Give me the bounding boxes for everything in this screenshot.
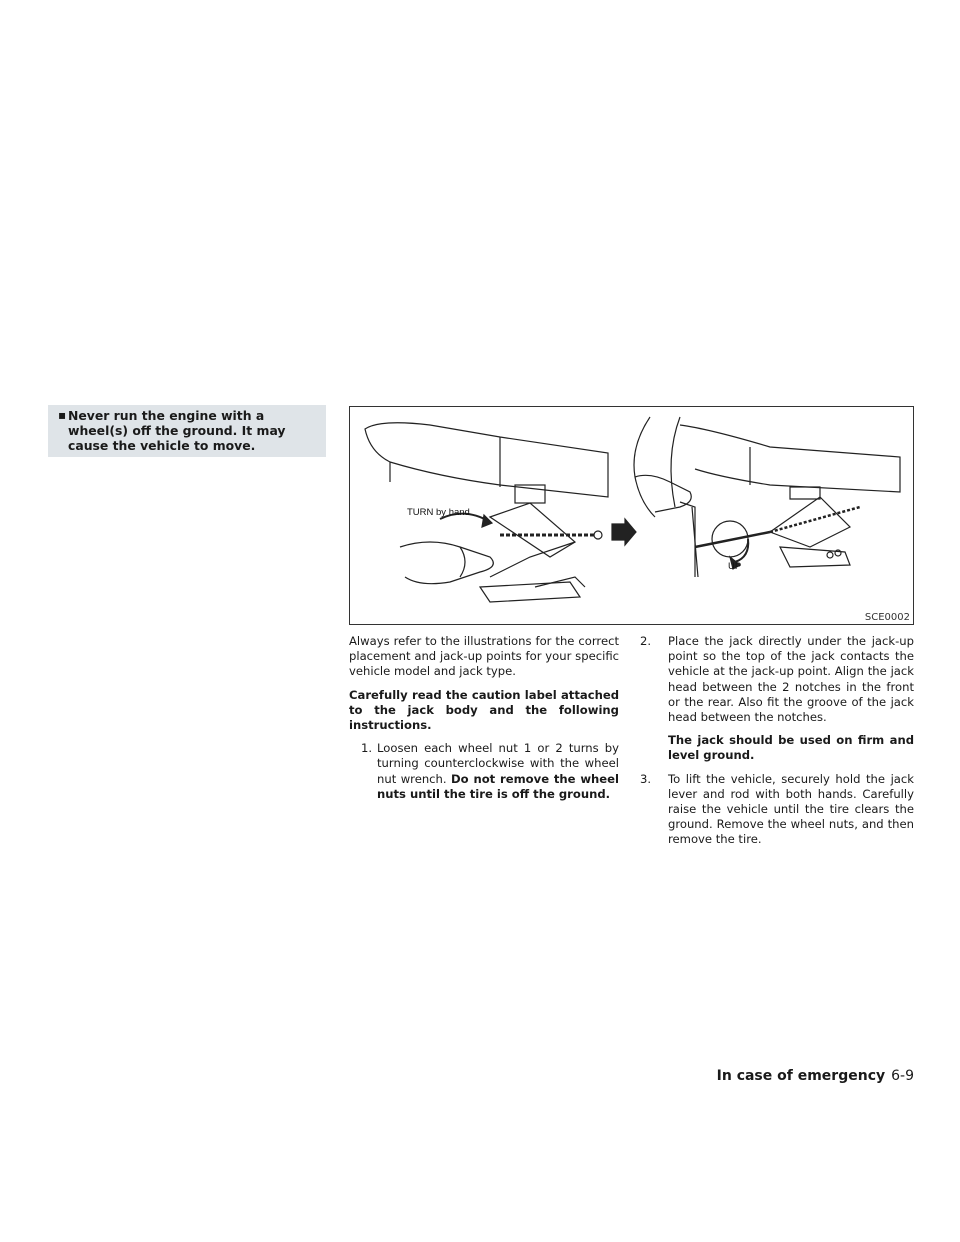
step-text: To lift the vehicle, securely hold the jack lever and rod with both hands. Carefully raise the vehicle until the tire clears the ground. Remove the wheel nuts, and then remove the tire. xyxy=(668,771,914,847)
warning-box xyxy=(48,405,326,457)
step-text: Place the jack directly under the jack-up point so the top of the jack contacts the vehicle at the jack-up point. Align the jack head between the 2 notches in the front or the rear. Also fit the groove of the jack head between the notches. xyxy=(668,634,914,725)
step-2-note: The jack should be used on firm and level ground. xyxy=(668,733,914,763)
left-column xyxy=(349,634,619,810)
label-up: UP xyxy=(728,561,742,572)
step-3 xyxy=(640,772,914,848)
step-text: Loosen each wheel nut 1 or 2 turns by turning counterclockwise with the wheel nut wrench. xyxy=(377,741,619,786)
page-number: 6-9 xyxy=(891,1068,914,1084)
caution-paragraph: Carefully read the caution label attached to the jack body and the following instructions. xyxy=(349,687,619,733)
step-1 xyxy=(349,741,619,802)
step-2 xyxy=(640,634,914,725)
label-turn-by-hand: TURN by hand xyxy=(407,507,470,518)
jack-illustration xyxy=(349,406,914,625)
step-number: 3. xyxy=(640,771,652,786)
step-number: 2. xyxy=(640,634,652,648)
step-bold-text: Do not remove the wheel nuts until the tire is off the ground. xyxy=(377,771,619,801)
warning-text: Never run the engine with a wheel(s) off the ground. It may cause the vehicle to move. xyxy=(68,408,286,453)
intro-paragraph: Always refer to the illustrations for the correct placement and jack-up points for your specific vehicle model and jack type. xyxy=(349,634,619,679)
figure-code: SCE0002 xyxy=(864,612,910,623)
section-title: In case of emergency xyxy=(716,1068,886,1084)
page-footer xyxy=(717,1068,914,1084)
step-number: 1. xyxy=(361,741,373,756)
right-column xyxy=(640,634,914,856)
bullet-icon: ▪ xyxy=(58,408,67,422)
